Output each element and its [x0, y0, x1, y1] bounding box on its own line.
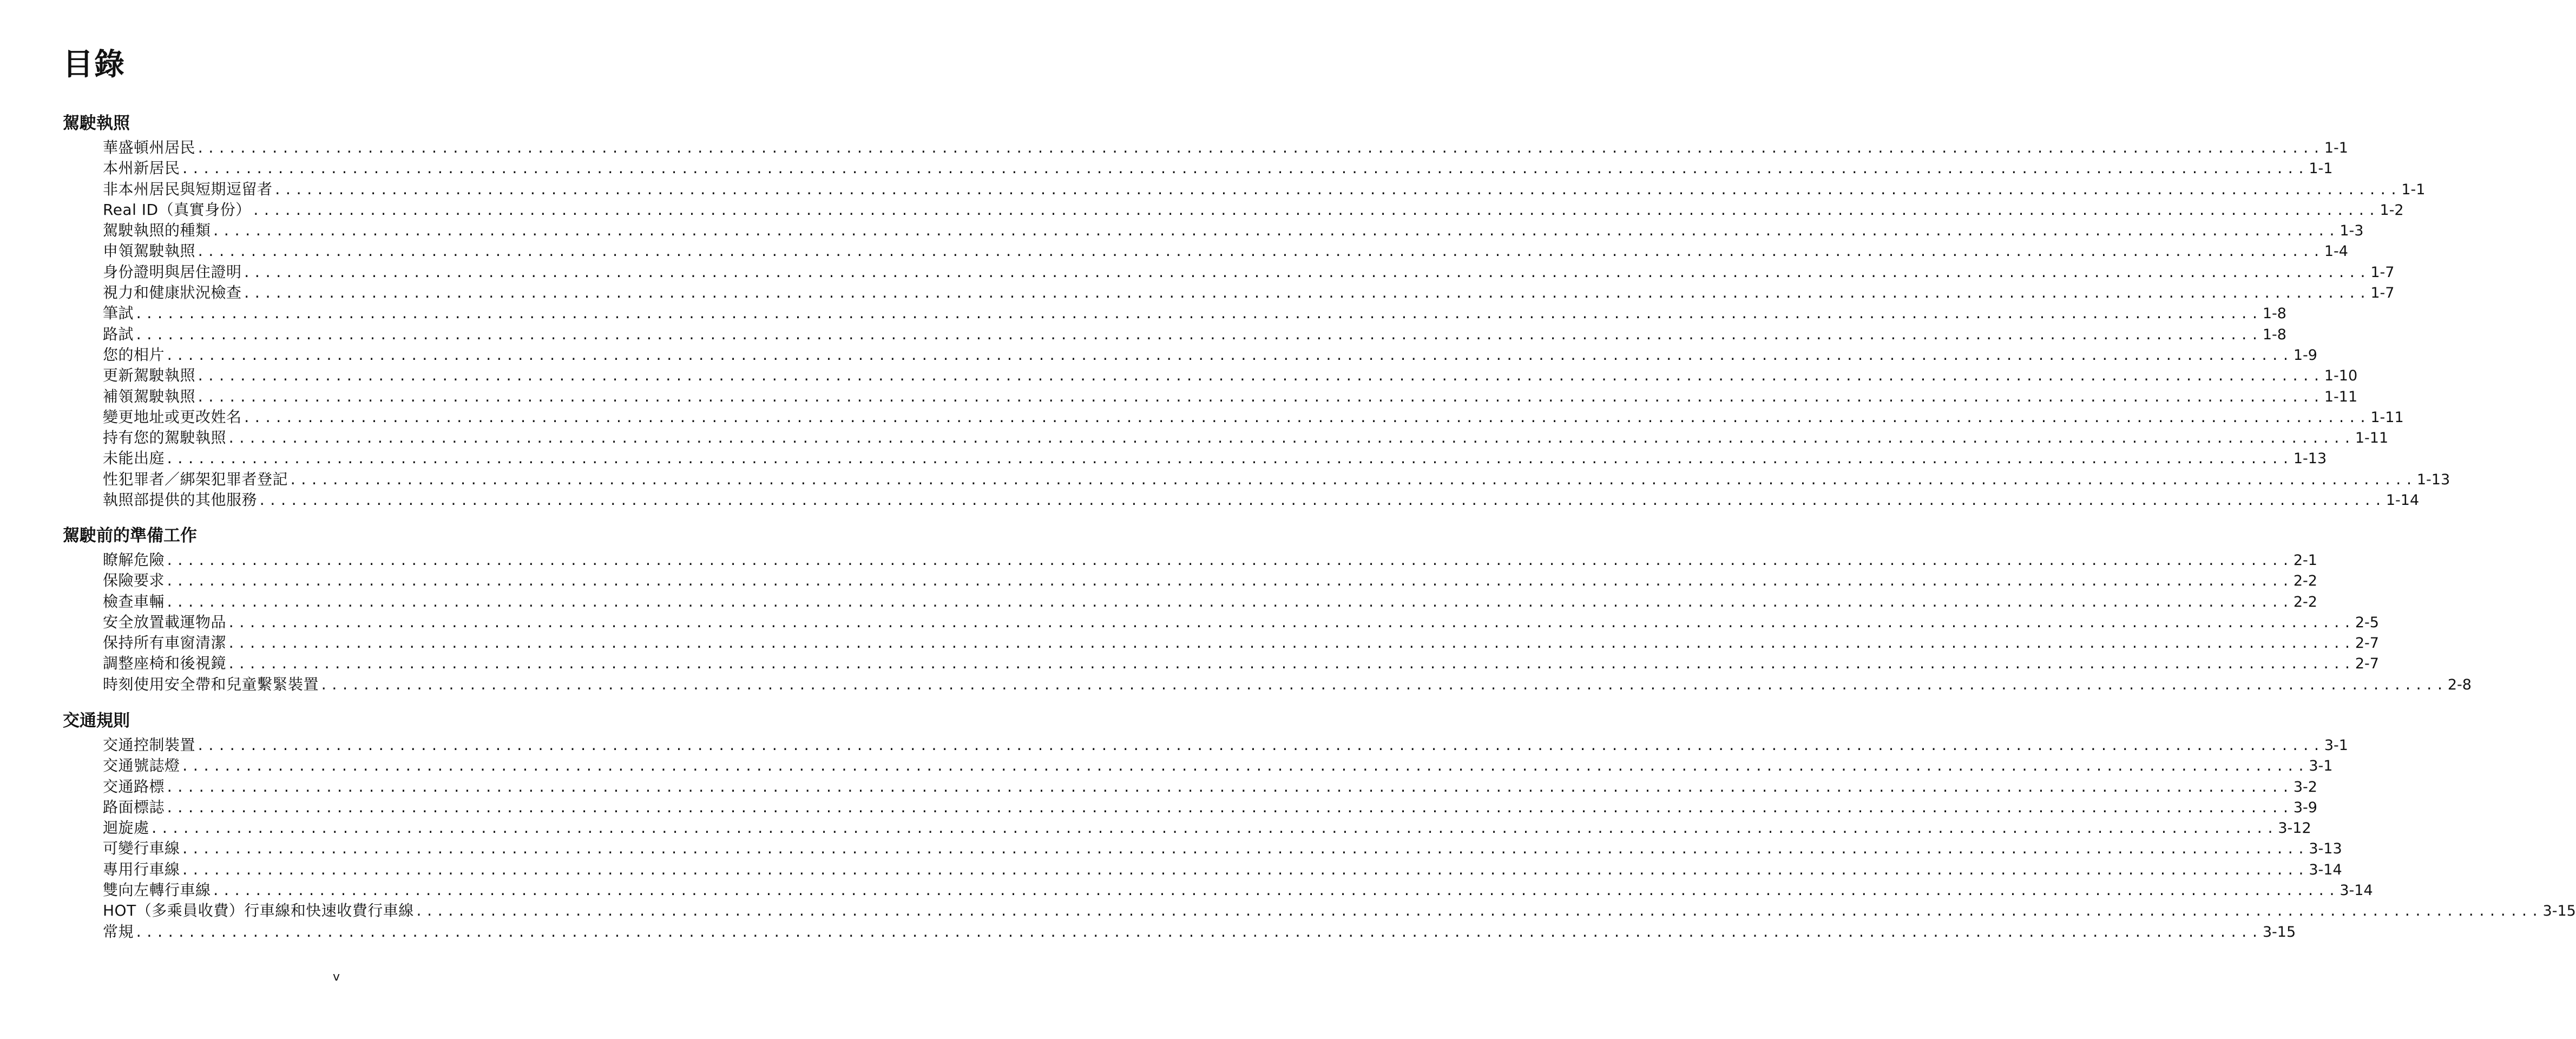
toc-entry-page-number: 2-2 [2293, 573, 2317, 590]
toc-entry-page-number: 3-2 [2293, 778, 2317, 795]
toc-entry-title: 常規 [103, 922, 134, 941]
dot-leader: ........................................................................................................................................................................................................ [212, 883, 2339, 899]
toc-entry[interactable] [103, 653, 2379, 674]
dot-leader: ........................................................................................................................................................................................................ [166, 347, 2292, 363]
dot-leader: ........................................................................................................................................................................................................ [135, 306, 2262, 322]
toc-entry-page-number: 1-14 [2386, 492, 2420, 509]
toc-entry-page-number: 1-11 [2355, 430, 2389, 447]
dot-leader: ........................................................................................................................................................................................................ [242, 286, 2370, 301]
toc-entry[interactable] [103, 137, 2348, 158]
toc-entry-title: 更新駕駛執照 [103, 366, 196, 385]
toc-entry[interactable] [103, 612, 2379, 633]
toc-entry-page-number: 1-1 [2324, 140, 2348, 156]
toc-entry-title: 調整座椅和後視鏡 [103, 654, 227, 673]
toc-entry-title: 保險要求 [103, 571, 165, 590]
toc-entry[interactable] [103, 797, 2317, 818]
dot-leader: ........................................................................................................................................................................................................ [196, 389, 2323, 405]
toc-entry-title: 路面標誌 [103, 798, 165, 816]
dot-leader: ........................................................................................................................................................................................................ [252, 202, 2379, 218]
toc-list [63, 137, 2450, 510]
dot-leader: ........................................................................................................................................................................................................ [196, 244, 2323, 260]
toc-entry-page-number: 1-11 [2324, 388, 2358, 405]
toc-entry-page-number: 1-13 [2416, 471, 2450, 488]
toc-entry-title: 補領駕駛執照 [103, 387, 196, 405]
toc-entry-page-number: 1-7 [2370, 264, 2395, 281]
toc-entry-page-number: 1-8 [2262, 305, 2286, 323]
toc-entry-title: 專用行車線 [103, 860, 180, 878]
toc-entry-title: 執照部提供的其他服務 [103, 491, 258, 509]
toc-entry-title: 可變行車線 [103, 839, 180, 858]
dot-leader: ........................................................................................................................................................................................................ [227, 431, 2354, 446]
toc-entry-title: 視力和健康狀況檢查 [103, 284, 242, 302]
toc-entry-title: 駕駛執照的種類 [103, 221, 211, 240]
dot-leader: ........................................................................................................................................................................................................ [166, 800, 2292, 816]
dot-leader: ........................................................................................................................................................................................................ [166, 553, 2292, 568]
section-heading: 駕駛執照 [63, 114, 130, 133]
toc-section-before-driving [63, 526, 2472, 695]
toc-entry[interactable] [103, 345, 2317, 365]
dot-leader: ........................................................................................................................................................................................................ [289, 472, 2416, 488]
toc-entry[interactable] [103, 428, 2389, 448]
toc-entry-page-number: 3-14 [2309, 861, 2342, 878]
toc-entry[interactable] [103, 818, 2311, 838]
toc-entry-page-number: 2-7 [2355, 635, 2379, 652]
toc-entry-title: 雙向左轉行車線 [103, 881, 211, 899]
toc-entry-page-number: 3-14 [2340, 882, 2373, 899]
dot-leader: ........................................................................................................................................................................................................ [166, 779, 2292, 795]
toc-entry-page-number: 2-8 [2447, 676, 2472, 693]
toc-entry-page-number: 1-11 [2370, 409, 2404, 426]
toc-entry-title: HOT（多乘員收費）行車線和快速收費行車線 [103, 902, 414, 920]
toc-entry-title: 安全放置載運物品 [103, 613, 227, 631]
toc-entry-page-number: 3-1 [2324, 737, 2348, 754]
toc-entry[interactable] [103, 303, 2286, 324]
toc-entry-title: 保持所有車窗清潔 [103, 634, 227, 652]
dot-leader: ........................................................................................................................................................................................................ [166, 574, 2292, 589]
toc-entry-page-number: 1-1 [2309, 160, 2333, 177]
toc-entry-page-number: 2-7 [2355, 655, 2379, 673]
toc-entry-page-number: 1-1 [2401, 181, 2426, 198]
section-heading: 駕駛前的準備工作 [63, 526, 197, 545]
toc-entry-page-number: 1-8 [2262, 326, 2286, 343]
dot-leader: ........................................................................................................................................................................................................ [135, 924, 2262, 940]
dot-leader: ........................................................................................................................................................................................................ [135, 327, 2262, 343]
dot-leader: ........................................................................................................................................................................................................ [166, 594, 2292, 610]
toc-entry-title: 時刻使用安全帶和兒童繫緊裝置 [103, 675, 319, 693]
toc-entry-title: 變更地址或更改姓名 [103, 407, 242, 426]
toc-entry-title: 身份證明與居住證明 [103, 262, 242, 281]
toc-entry-page-number: 1-13 [2293, 450, 2327, 468]
toc-entry-page-number: 1-7 [2370, 285, 2395, 302]
toc-entry-title: 交通路標 [103, 777, 165, 795]
toc-entry-title: 筆試 [103, 304, 134, 323]
toc-entry[interactable] [103, 880, 2373, 900]
toc-entry-page-number: 1-10 [2324, 367, 2358, 385]
toc-entry[interactable] [103, 241, 2348, 261]
toc-entry[interactable] [103, 407, 2404, 428]
toc-entry[interactable] [103, 550, 2317, 570]
dot-leader: ........................................................................................................................................................................................................ [258, 493, 2385, 509]
toc-entry-title: 您的相片 [103, 345, 165, 364]
dot-leader: ........................................................................................................................................................................................................ [320, 677, 2447, 693]
toc-entry-page-number: 3-9 [2293, 799, 2317, 816]
toc-entry-title: 持有您的駕駛執照 [103, 429, 227, 447]
toc-entry[interactable] [103, 490, 2420, 510]
dot-leader: ........................................................................................................................................................................................................ [196, 141, 2323, 156]
dot-leader: ........................................................................................................................................................................................................ [181, 161, 2308, 177]
toc-entry[interactable] [103, 324, 2286, 345]
toc-entry[interactable] [103, 591, 2317, 612]
toc-entry-page-number: 2-2 [2293, 593, 2317, 610]
toc-entry-page-number: 3-15 [2542, 903, 2576, 920]
toc-entry-title: 申領駕駛執照 [103, 242, 196, 260]
toc-list [63, 550, 2472, 695]
dot-leader: ........................................................................................................................................................................................................ [242, 410, 2370, 425]
section-heading: 交通規則 [63, 711, 130, 731]
toc-entry-title: 華盛頓州居民 [103, 139, 196, 156]
dot-leader: ........................................................................................................................................................................................................ [181, 759, 2308, 774]
toc-entry-page-number: 2-1 [2293, 552, 2317, 569]
toc-entry-title: 未能出庭 [103, 449, 165, 468]
toc-entry[interactable] [103, 282, 2395, 303]
page-title: 目錄 [63, 47, 126, 82]
dot-leader: ........................................................................................................................................................................................................ [166, 451, 2292, 467]
toc-entry[interactable] [103, 200, 2404, 220]
toc-entry[interactable] [103, 777, 2317, 797]
toc-entry-title: 瞭解危險 [103, 551, 165, 569]
toc-entry-page-number: 3-12 [2278, 820, 2311, 837]
toc-entry[interactable] [103, 900, 2576, 921]
toc-entry-title: Real ID（真實身份） [103, 200, 251, 219]
toc-entry[interactable] [103, 262, 2395, 282]
toc-entry[interactable] [103, 922, 2296, 942]
dot-leader: ........................................................................................................................................................................................................ [415, 904, 2542, 919]
page-number: v [332, 970, 340, 984]
toc-entry[interactable] [103, 448, 2327, 469]
toc-entry-title: 本州新居民 [103, 159, 180, 177]
toc-entry-page-number: 3-1 [2309, 758, 2333, 775]
toc-section-rules-of-the-road [63, 711, 2576, 942]
toc-entry[interactable] [103, 570, 2317, 591]
dot-leader: ........................................................................................................................................................................................................ [196, 738, 2323, 753]
toc-entry[interactable] [103, 755, 2333, 776]
toc-entry[interactable] [103, 838, 2342, 859]
toc-entry[interactable] [103, 386, 2358, 407]
toc-entry[interactable] [103, 735, 2348, 755]
toc-entry-page-number: 1-2 [2380, 201, 2404, 219]
toc-entry-page-number: 3-13 [2309, 840, 2342, 858]
dot-leader: ........................................................................................................................................................................................................ [212, 223, 2339, 239]
toc-entry-page-number: 1-4 [2324, 243, 2348, 260]
toc-entry[interactable] [103, 674, 2472, 695]
dot-leader: ........................................................................................................................................................................................................ [227, 615, 2354, 630]
toc-section-drivers-license [63, 114, 2450, 510]
toc-entry-title: 交通控制裝置 [103, 736, 196, 754]
toc-entry[interactable] [103, 179, 2426, 200]
toc-entry-title: 路試 [103, 325, 134, 343]
toc-entry-title: 檢查車輛 [103, 592, 165, 610]
toc-entry-page-number: 2-5 [2355, 614, 2379, 631]
dot-leader: ........................................................................................................................................................................................................ [227, 656, 2354, 672]
dot-leader: ........................................................................................................................................................................................................ [273, 182, 2401, 198]
toc-entry[interactable] [103, 469, 2450, 490]
toc-entry[interactable] [103, 220, 2364, 241]
toc-entry[interactable] [103, 365, 2358, 386]
toc-entry-page-number: 1-3 [2340, 222, 2364, 240]
dot-leader: ........................................................................................................................................................................................................ [227, 636, 2354, 652]
toc-entry[interactable] [103, 158, 2333, 179]
toc-entry-page-number: 1-9 [2293, 346, 2317, 364]
toc-entry-title: 性犯罪者／綁架犯罪者登記 [103, 470, 288, 488]
dot-leader: ........................................................................................................................................................................................................ [242, 265, 2370, 280]
dot-leader: ........................................................................................................................................................................................................ [150, 821, 2277, 837]
toc-entry-page-number: 3-15 [2262, 923, 2296, 941]
dot-leader: ........................................................................................................................................................................................................ [196, 369, 2323, 384]
toc-entry[interactable] [103, 633, 2379, 653]
dot-leader: ........................................................................................................................................................................................................ [181, 862, 2308, 878]
toc-entry-title: 交通號誌燈 [103, 757, 180, 775]
toc-entry-title: 迴旋處 [103, 819, 149, 837]
toc-entry[interactable] [103, 859, 2342, 880]
toc-list [63, 735, 2576, 942]
toc-entry-title: 非本州居民與短期逗留者 [103, 180, 273, 198]
dot-leader: ........................................................................................................................................................................................................ [181, 841, 2308, 857]
